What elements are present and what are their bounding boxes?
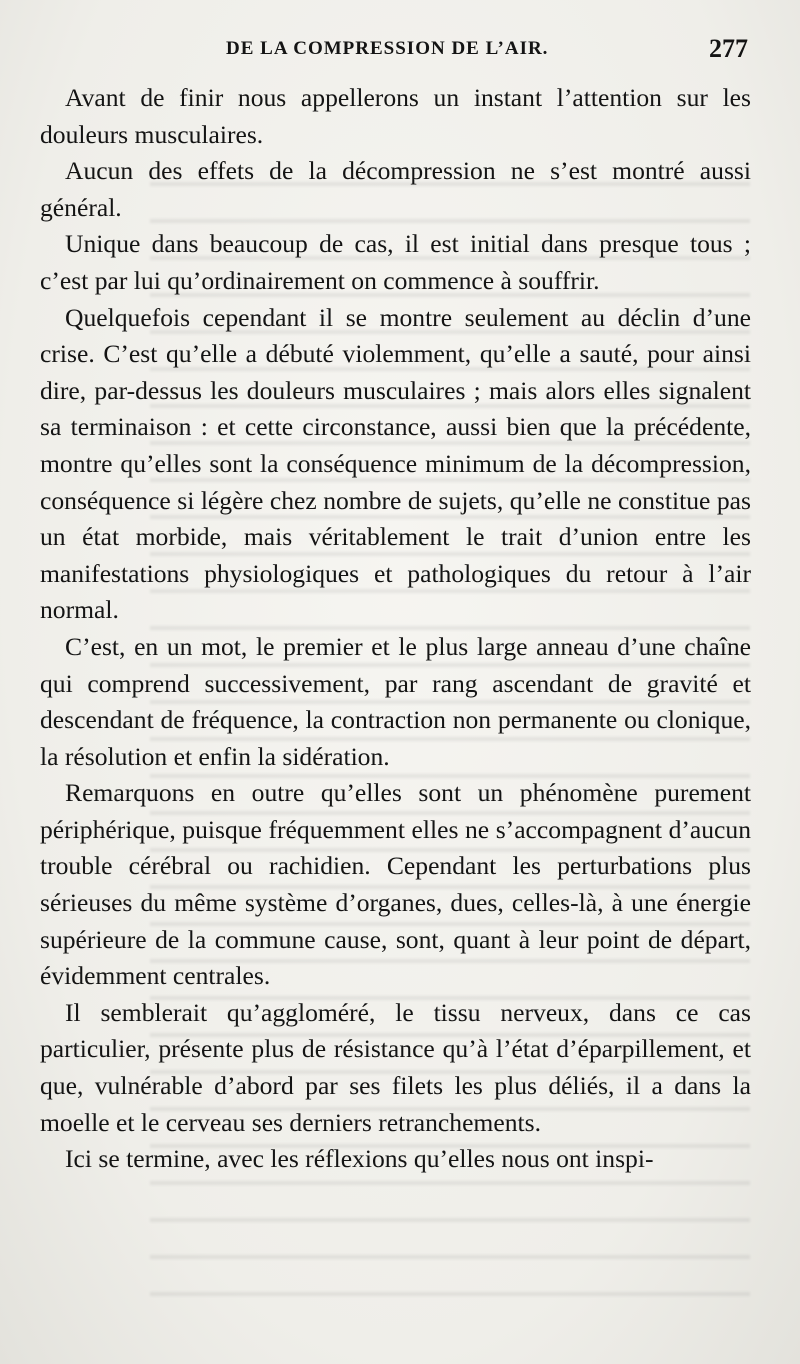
- running-head: DE LA COMPRESSION DE L’AIR.: [226, 38, 549, 59]
- paragraph: Il semblerait qu’aggloméré, le tissu nerveux, dans ce cas particulier, présente plus de résistance qu’à l’état d’éparpillement, et que, vulnérable d’abord par ses filets les plus déliés, il a dans la moelle et le cerveau ses derniers retranchements.: [40, 997, 751, 1137]
- page-header: [40, 36, 748, 66]
- paragraph: Quelquefois cependant il se montre seulement au déclin d’une crise. C’est qu’elle a débuté violemment, qu’elle a sauté, pour ainsi dire, par-dessus les douleurs musculaires ; mais alors elles signalent sa terminaison : et cette circonstance, aussi bien que la précédente, montre qu’elles sont la conséquence minimum de la décompression, conséquence si légère chez nombre de sujets, qu’elle ne constitue pas un état morbide, mais véritablement le trait d’union entre les manifestations physiologiques et pathologiques du retour à l’air normal.: [40, 302, 751, 625]
- paragraph: Unique dans beaucoup de cas, il est initial dans presque tous ; c’est par lui qu’ordinairement on commence à souffrir.: [40, 229, 751, 295]
- body-text: [40, 80, 751, 1178]
- paragraph: Ici se termine, avec les réflexions qu’elles nous ont inspi-: [65, 1144, 654, 1174]
- paragraph: C’est, en un mot, le premier et le plus large anneau d’une chaîne qui comprend successivement, par rang ascendant de gravité et descendant de fréquence, la contraction non permanente ou clonique, la résolution et enfin la sidération.: [40, 631, 751, 771]
- paragraph: Remarquons en outre qu’elles sont un phénomène purement périphérique, puisque fréquemment elles ne s’accompagnent d’aucun trouble cérébral ou rachidien. Cependant les perturbations plus sérieuses du même système d’organes, dues, celles-là, à une énergie supérieure de la commune cause, sont, quant à leur point de départ, évidemment centrales.: [40, 778, 751, 991]
- paragraph: Avant de finir nous appellerons un instant l’attention sur les douleurs musculaires.: [40, 83, 751, 149]
- page-number: 277: [709, 34, 748, 63]
- paragraph: Aucun des effets de la décompression ne s’est montré aussi général.: [40, 156, 751, 222]
